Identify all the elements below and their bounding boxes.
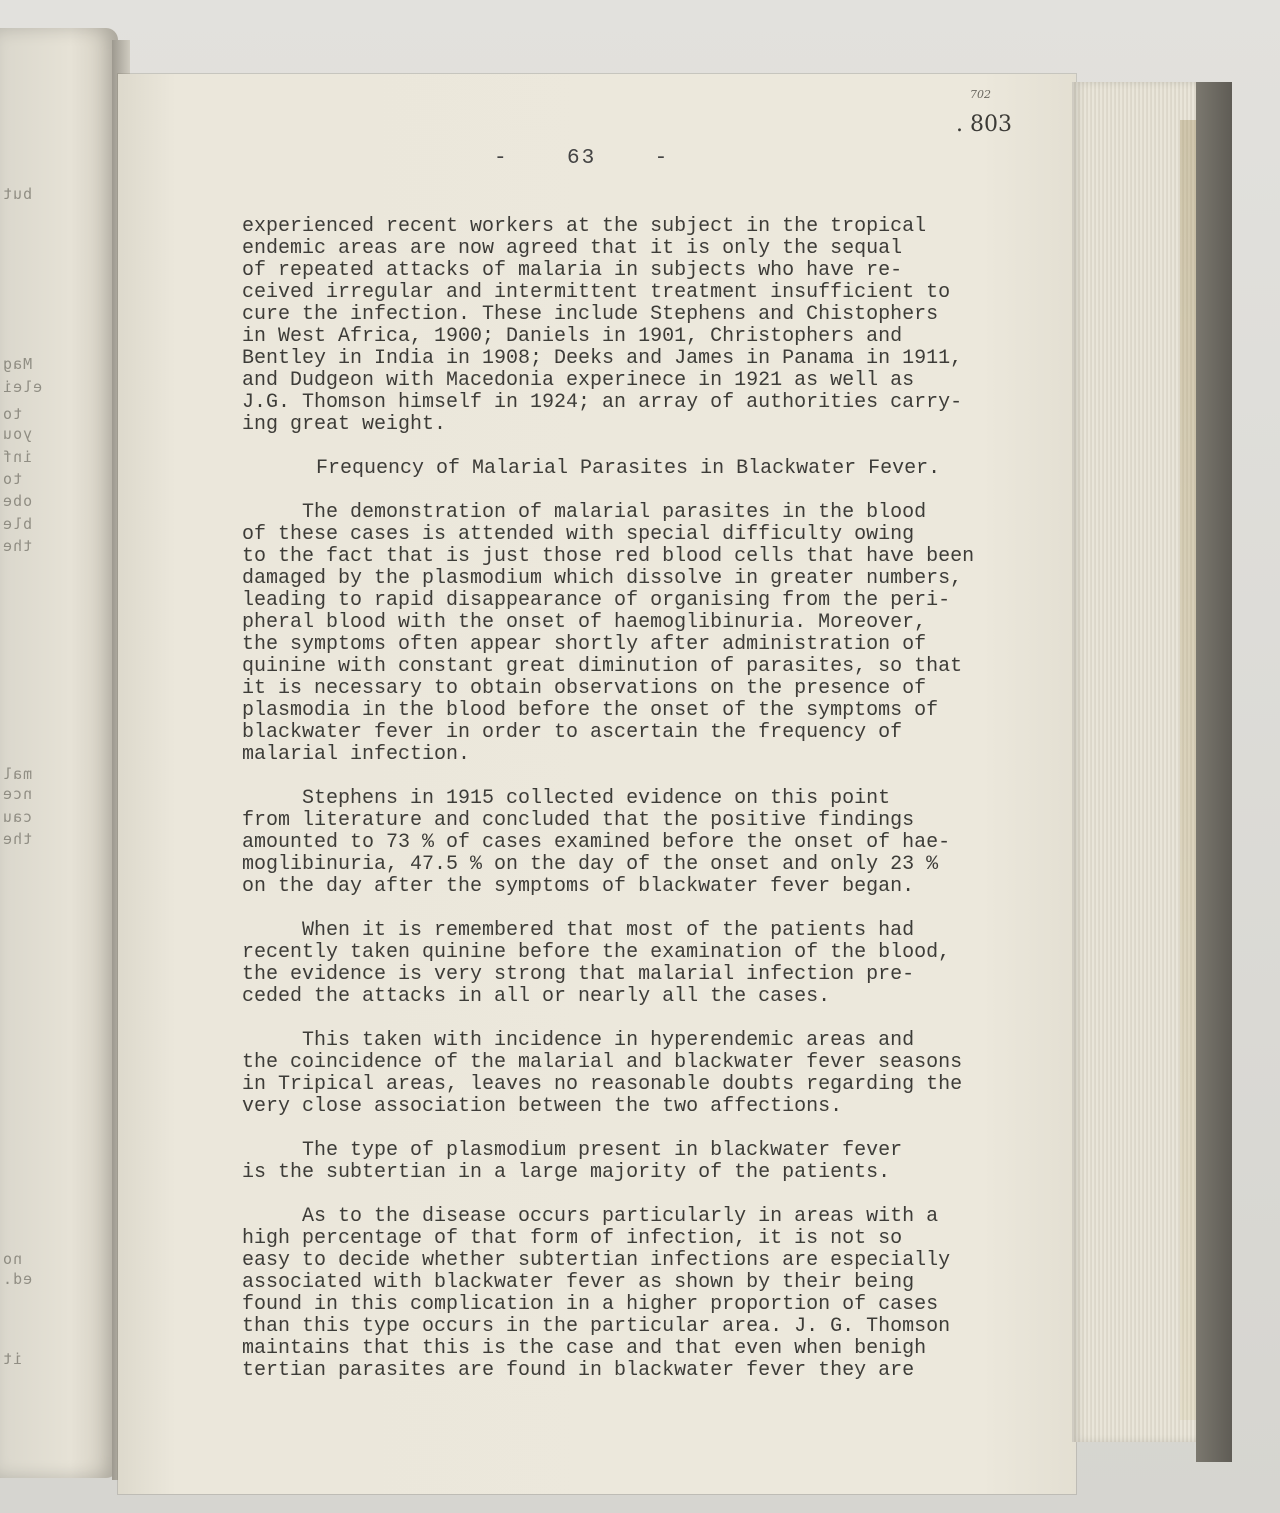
text-line: the symptoms often appear shortly after administration of	[242, 633, 927, 656]
left-page-fragment: ble	[2, 515, 33, 533]
text-line: high percentage of that form of infection, it is not so	[242, 1227, 903, 1250]
text-line: is the subtertian in a large majority of the patients.	[242, 1161, 891, 1184]
text-line: easy to decide whether subtertian infections are especially	[242, 1249, 951, 1272]
text-line: pheral blood with the onset of haemoglibinuria. Moreover,	[242, 611, 927, 634]
text-line: J.G. Thomson himself in 1924; an array of authorities carry-	[242, 391, 963, 414]
left-page-fragment: Mag	[2, 355, 33, 373]
text-line: The type of plasmodium present in blackwater fever	[242, 1139, 903, 1162]
text-line: This taken with incidence in hyperendemic areas and	[242, 1029, 915, 1052]
left-page-fragment: ed.	[2, 1270, 33, 1288]
text-line: ceived irregular and intermittent treatment insufficient to	[242, 281, 951, 304]
text-line: Bentley in India in 1908; Deeks and James in Panama in 1911,	[242, 347, 963, 370]
text-line: the coincidence of the malarial and blackwater fever seasons	[242, 1051, 963, 1074]
left-page-fragment: the	[2, 830, 33, 848]
left-page-fragment: inf	[2, 448, 33, 466]
paragraph-gap	[242, 436, 1032, 458]
text-line: in Tripical areas, leaves no reasonable doubts regarding the	[242, 1073, 963, 1096]
text-line: plasmodia in the blood before the onset of the symptoms of	[242, 699, 939, 722]
text-line: malarial infection.	[242, 743, 471, 766]
paragraph-gap	[242, 480, 1032, 502]
text-line: amounted to 73 % of cases examined before the onset of hae-	[242, 831, 951, 854]
text-line: When it is remembered that most of the patients had	[242, 919, 915, 942]
left-page-fragment: mal	[2, 765, 33, 783]
text-line: blackwater fever in order to ascertain the frequency of	[242, 721, 903, 744]
text-line: Stephens in 1915 collected evidence on this point	[242, 787, 891, 810]
text-line: moglibinuria, 47.5 % on the day of the onset and only 23 %	[242, 853, 939, 876]
text-line: damaged by the plasmodium which dissolve in greater numbers,	[242, 567, 963, 590]
text-line: The demonstration of malarial parasites in the blood	[242, 501, 927, 524]
text-line: recently taken quinine before the examination of the blood,	[242, 941, 951, 964]
text-line: maintains that this is the case and that even when benigh	[242, 1337, 927, 1360]
folio-pencil-number: 702	[970, 88, 991, 101]
left-page-fragment: elei	[2, 378, 43, 396]
left-page-fragment: obe	[2, 492, 33, 510]
text-line: ceded the attacks in all or nearly all the cases.	[242, 985, 831, 1008]
text-line: ing great weight.	[242, 413, 447, 436]
left-page-fragment: but	[2, 185, 33, 203]
text-line: tertian parasites are found in blackwater fever they are	[242, 1359, 915, 1382]
page-number: - 63 -	[494, 147, 670, 170]
paragraph-gap	[242, 898, 1032, 920]
paragraph-gap	[242, 1184, 1032, 1206]
text-line: on the day after the symptoms of blackwater fever began.	[242, 875, 915, 898]
paragraph-gap	[242, 1008, 1032, 1030]
text-line: of these cases is attended with special difficulty owing	[242, 523, 915, 546]
text-line: to the fact that is just those red blood cells that have been	[242, 545, 975, 568]
section-heading: Frequency of Malarial Parasites in Blackwater Fever.	[316, 457, 941, 480]
paragraph-gap	[242, 766, 1032, 788]
typed-body-text	[242, 216, 1032, 1382]
left-page-fragment: nce	[2, 785, 33, 803]
text-line: and Dudgeon with Macedonia experinece in 1921 as well as	[242, 369, 915, 392]
text-line: found in this complication in a higher proportion of cases	[242, 1293, 939, 1316]
text-line: cure the infection. These include Stephens and Chistophers	[242, 303, 939, 326]
text-line: very close association between the two affections.	[242, 1095, 843, 1118]
left-page-fragment: no	[2, 1250, 23, 1268]
text-line: in West Africa, 1900; Daniels in 1901, Christophers and	[242, 325, 903, 348]
folio-stamp-number: . 803	[956, 112, 1012, 137]
text-line: As to the disease occurs particularly in areas with a	[242, 1205, 939, 1228]
left-page-fragment: cau	[2, 808, 33, 826]
book-cover-edge	[1196, 82, 1232, 1462]
text-line: it is necessary to obtain observations on the presence of	[242, 677, 927, 700]
text-line: experienced recent workers at the subject in the tropical	[242, 215, 927, 238]
left-page-fragment: the	[2, 537, 33, 555]
text-line: from literature and concluded that the positive findings	[242, 809, 915, 832]
text-line: associated with blackwater fever as shown by their being	[242, 1271, 915, 1294]
text-line: than this type occurs in the particular area. J. G. Thomson	[242, 1315, 951, 1338]
left-page	[0, 28, 118, 1478]
left-page-fragment: it	[2, 1350, 23, 1368]
text-line: of repeated attacks of malaria in subjects who have re-	[242, 259, 903, 282]
left-page-fragment: to	[2, 405, 23, 423]
left-page-fragment: to	[2, 470, 23, 488]
text-line: leading to rapid disappearance of organising from the peri-	[242, 589, 951, 612]
left-page-fragment: you	[2, 425, 33, 443]
paragraph-gap	[242, 1118, 1032, 1140]
text-line: quinine with constant great diminution of parasites, so that	[242, 655, 963, 678]
text-line: endemic areas are now agreed that it is only the sequal	[242, 237, 903, 260]
text-line: the evidence is very strong that malarial infection pre-	[242, 963, 915, 986]
